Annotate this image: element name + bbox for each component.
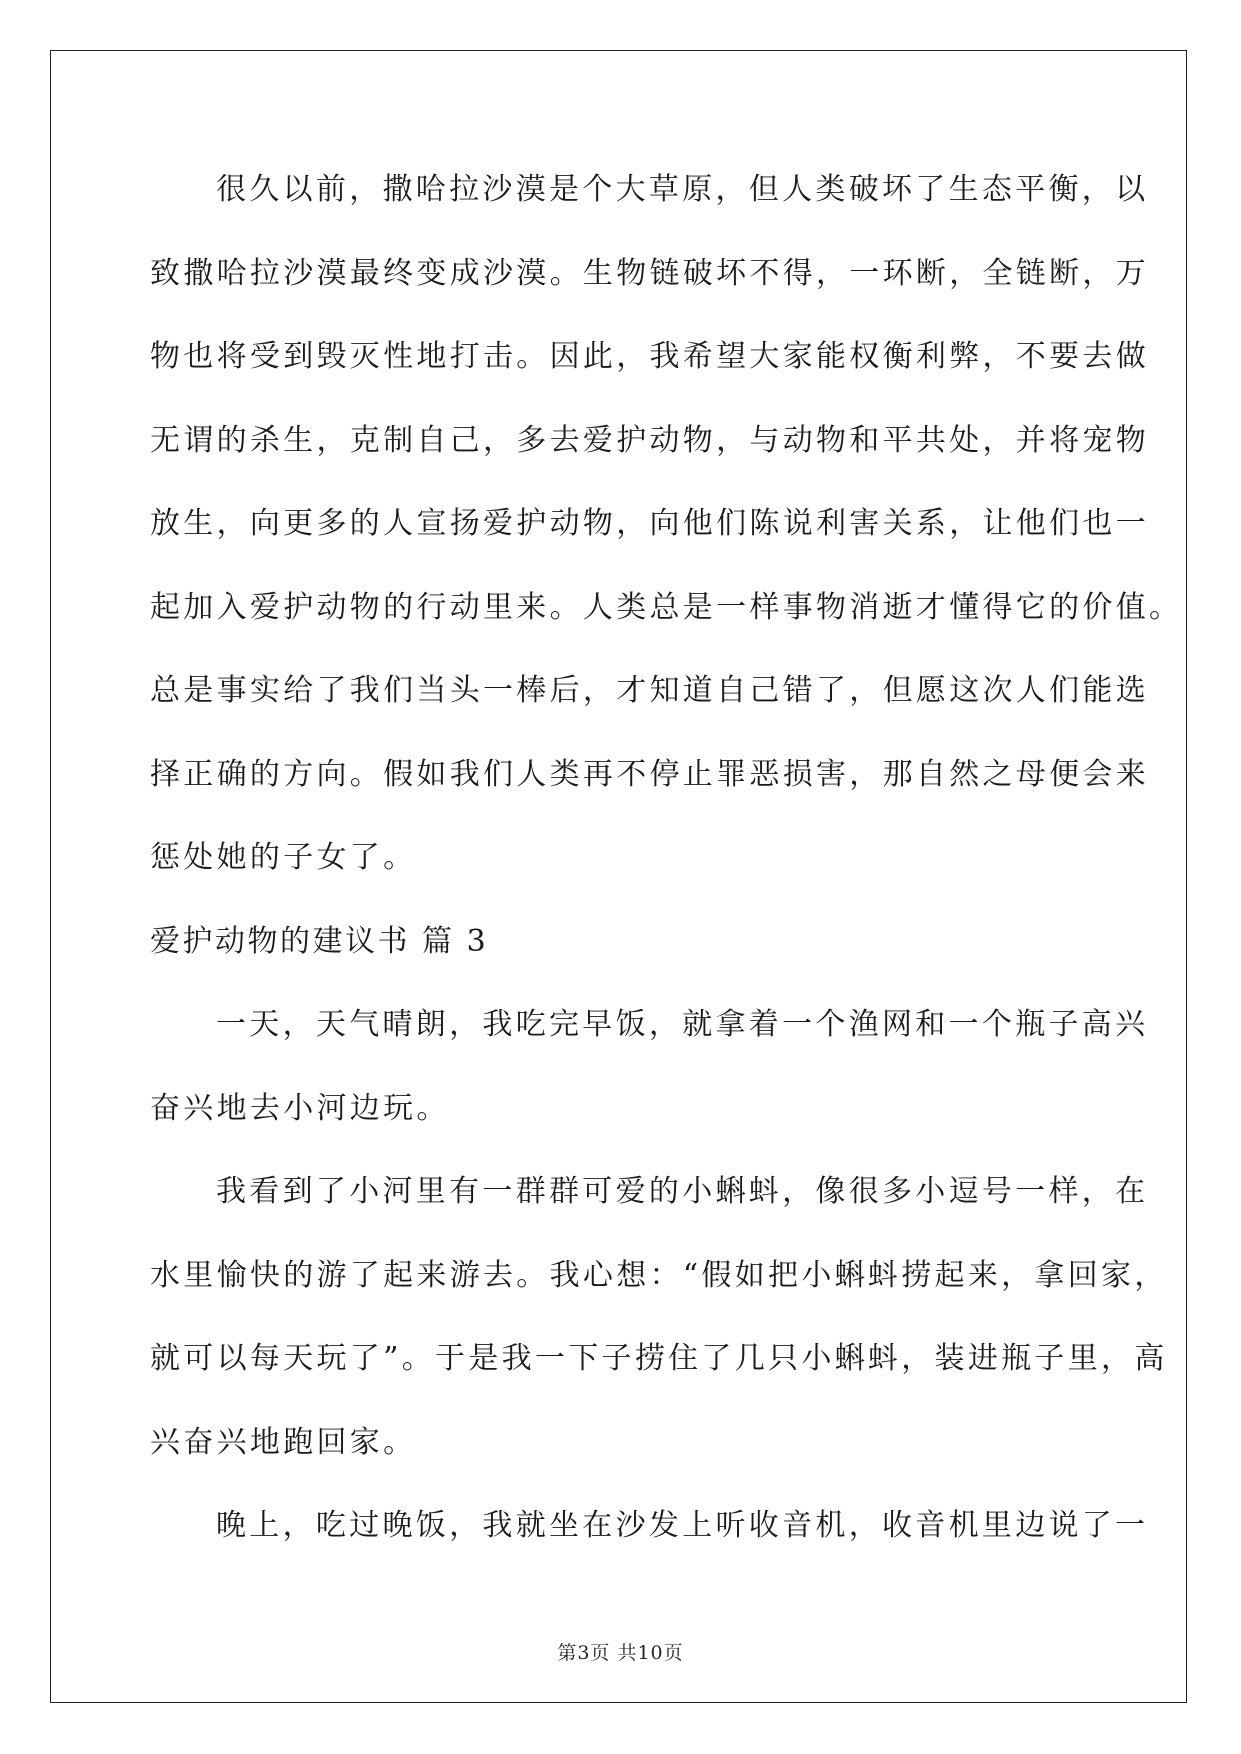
text-line: 择正确的方向。假如我们人类再不停止罪恶损害，那自然之母便会来 bbox=[150, 756, 1149, 792]
text-line: 起加入爱护动物的行动里来。人类总是一样事物消逝才懂得它的价值。 bbox=[150, 589, 1183, 625]
section-heading: 爱护动物的建议书 篇 3 bbox=[150, 923, 489, 959]
text-line: 就可以每天玩了”。于是我一下子捞住了几只小蝌蚪，装进瓶子里，高 bbox=[150, 1341, 1168, 1376]
text-line: 一天，天气晴朗，我吃完早饭，就拿着一个渔网和一个瓶子高兴 bbox=[216, 1007, 1149, 1042]
document-body bbox=[150, 155, 1183, 1575]
page-number-footer: 第3页 共10页 bbox=[557, 1642, 684, 1664]
text-line: 奋兴地去小河边玩。 bbox=[150, 1090, 450, 1126]
text-line: 很久以前，撒哈拉沙漠是个大草原，但人类破坏了生态平衡，以 bbox=[216, 172, 1149, 207]
text-line: 水里愉快的游了起来游去。我心想：“假如把小蝌蚪捞起来，拿回家， bbox=[150, 1257, 1168, 1293]
text-line: 放生，向更多的人宣扬爱护动物，向他们陈说利害关系，让他们也一 bbox=[150, 506, 1149, 541]
text-line: 我看到了小河里有一群群可爱的小蝌蚪，像很多小逗号一样，在 bbox=[216, 1174, 1149, 1209]
text-line: 致撒哈拉沙漠最终变成沙漠。生物链破坏不得，一环断，全链断，万 bbox=[150, 255, 1149, 291]
text-line: 兴奋兴地跑回家。 bbox=[150, 1424, 417, 1460]
text-line: 惩处她的子女了。 bbox=[150, 840, 417, 875]
text-line: 无谓的杀生，克制自己，多去爱护动物，与动物和平共处，并将宠物 bbox=[150, 422, 1149, 458]
text-line: 晚上，吃过晚饭，我就坐在沙发上听收音机，收音机里边说了一 bbox=[216, 1508, 1149, 1543]
text-line: 物也将受到毁灭性地打击。因此，我希望大家能权衡利弊，不要去做 bbox=[150, 339, 1149, 374]
text-line: 总是事实给了我们当头一棒后，才知道自己错了，但愿这次人们能选 bbox=[150, 673, 1149, 708]
